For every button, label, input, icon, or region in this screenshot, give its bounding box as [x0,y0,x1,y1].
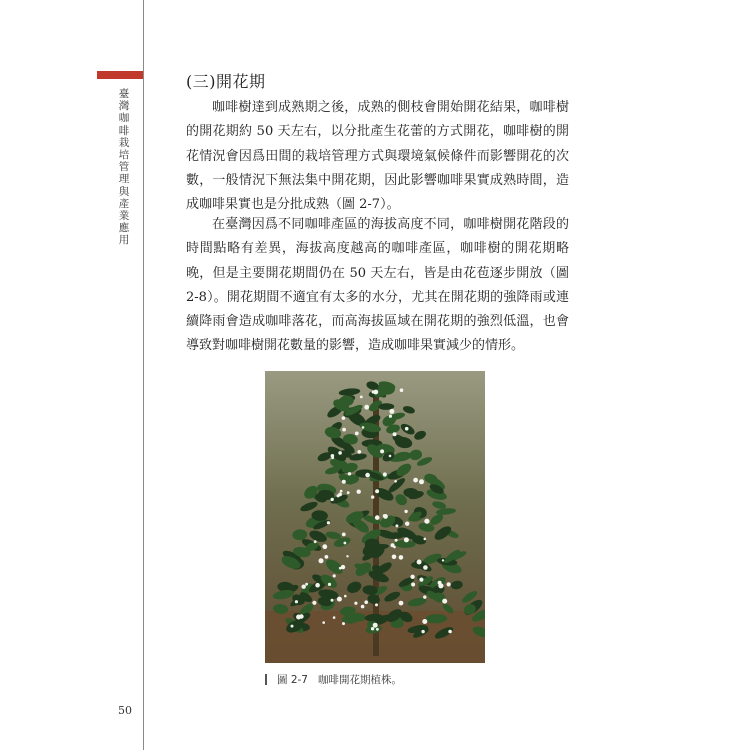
flower [344,595,347,598]
flower [392,555,397,560]
flower [342,533,346,537]
flower [442,559,444,561]
flower [383,514,386,517]
flower [423,565,428,570]
flower [357,450,361,454]
flower [291,625,294,628]
flower [376,628,379,631]
flower [337,597,342,602]
flower [400,388,404,392]
running-title: 臺灣咖啡栽培管理與產業應用 [118,88,130,247]
flower [421,630,424,633]
flower [380,449,384,453]
flower [389,409,394,414]
flower [325,555,329,559]
flower [302,585,306,589]
flower [360,396,363,399]
flower [364,405,369,410]
flower [319,558,324,563]
margin-rule [143,0,144,750]
flower [447,582,451,586]
flower [411,583,415,587]
flower [423,595,426,598]
flower [438,583,443,588]
flower [371,627,374,630]
flower [341,565,345,569]
flower [322,621,325,624]
flower [338,493,342,497]
coffee-plant-photo [265,371,485,663]
flower [315,583,320,588]
figure-caption-text: 咖啡開花期植株。 [318,674,402,686]
flower [422,619,427,624]
flower [442,599,447,604]
flower [419,578,423,582]
figure-label: 圖 2-7 [277,674,308,686]
flower [399,555,404,560]
flower [348,472,351,475]
caption-marker [265,674,267,685]
flower [333,574,336,577]
flower [312,601,316,605]
flower [389,455,392,458]
flower [357,490,361,494]
flower [342,428,346,432]
flower [331,457,334,460]
flower [347,491,350,494]
flower [331,498,334,501]
flower [395,524,398,527]
body-paragraph-2: 在臺灣因爲不同咖啡產區的海拔高度不同，咖啡樹開花階段的時間點略有差異，海拔高度越高的咖啡產區，咖啡樹的開花期略晚，但是主要開花期間仍在 50 天左右，皆是由花苞逐步開放（圖 2-8）。開花期間不適宜有太多的水分，尤其在開花期的強降雨或連續降雨會造成咖啡落花，而高海拔區域在開花期的強烈低溫，也會導致對咖啡樹開花數量的影響，造成咖啡果實減少的情形。 [186,217,569,354]
flower [405,427,409,431]
flower [448,630,452,634]
flower [419,479,424,484]
section-heading: (三)開花期 [186,72,266,91]
flower [375,489,379,493]
flower [424,538,427,541]
flower [417,560,422,565]
flower [340,490,343,493]
flower [328,583,331,586]
flower [346,555,348,557]
figure-caption [265,672,402,687]
flower [344,542,347,545]
flower [372,390,375,393]
flower [333,616,336,619]
flower [389,415,392,418]
flower [383,472,387,476]
flower [342,416,346,420]
flower [314,540,317,543]
flower [375,603,378,606]
page-number: 50 [118,704,132,717]
flower [296,615,301,620]
flower [424,519,429,524]
flower [371,495,374,498]
flower [393,432,397,436]
flower [399,601,404,606]
flower [394,480,397,483]
flower [404,537,409,542]
flower [355,432,359,436]
flower [413,478,418,483]
flower [342,622,345,625]
flower [327,521,330,524]
flower [364,600,368,604]
flower [405,522,409,526]
flower [342,480,346,484]
chapter-tab-marker [97,71,143,79]
flower [391,543,395,547]
flower [361,605,365,609]
flower [373,623,378,628]
flower [354,602,357,605]
flower [365,473,370,478]
flower [331,599,334,602]
flower [375,515,380,520]
flower [305,583,308,586]
flower [322,544,327,549]
body-paragraph-1: 咖啡樹達到成熟期之後，成熟的側枝會開始開花結果，咖啡樹的開花期約 50 天左右，以分批產生花蕾的方式開花，咖啡樹的開花情況會因爲田間的栽培管理方式與環境氣候條件而影響開花的次數，一般情況下無法集中開花期，因此影響咖啡果實成熟時間，造成咖啡果實也是分批成熟（圖 2-7）。 [186,100,569,213]
coffee-plant-illustration [265,371,485,663]
flower [362,426,365,429]
flower [295,600,298,603]
flower [395,539,398,542]
flower [338,451,342,455]
flower [404,510,407,513]
flower [410,575,414,579]
